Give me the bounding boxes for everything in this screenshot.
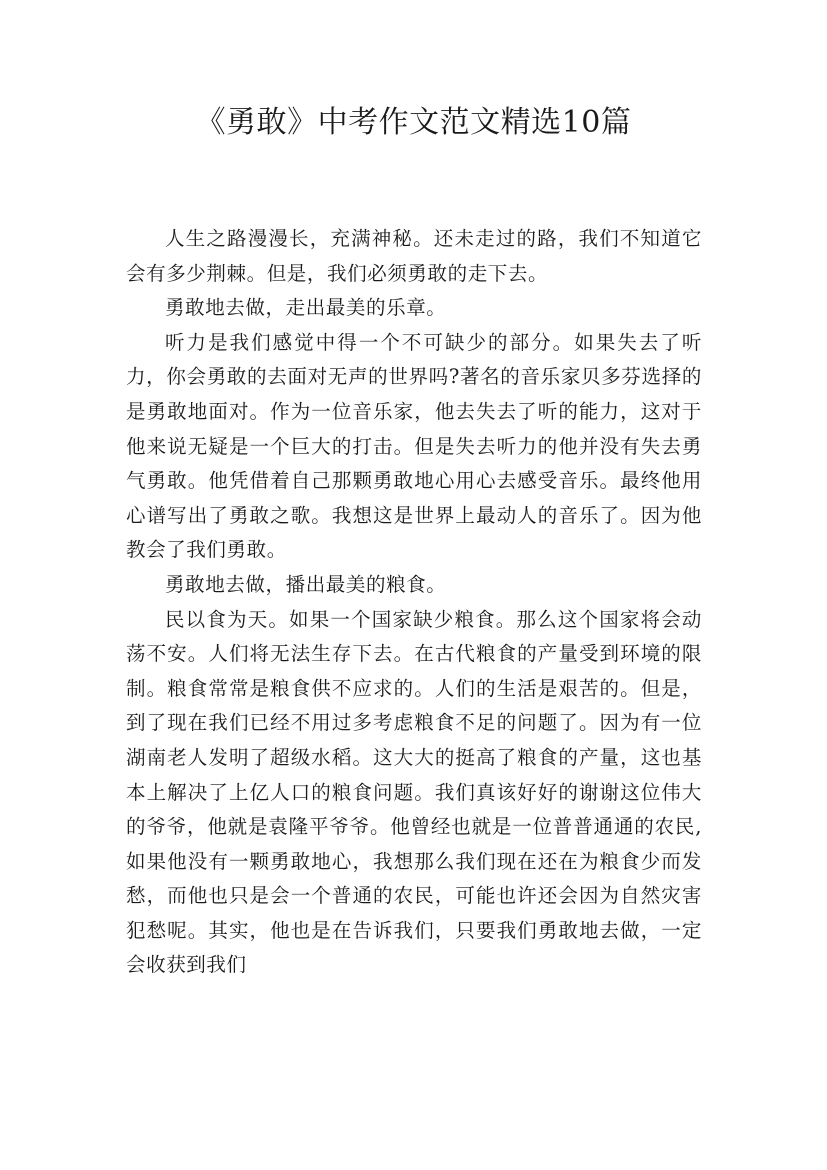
- document-body: [126, 222, 702, 983]
- paragraph-5: 民以食为天。如果一个国家缺少粮食。那么这个国家将会动荡不安。人们将无法生存下去。在古代粮食的产量受到环境的限制。粮食常常是粮食供不应求的。人们的生活是艰苦的。但是，到了现在我们已经不用过多考虑粮食不足的问题了。因为有一位湖南老人发明了超级水稻。这大大的挺高了粮食的产量，这也基本上解决了上亿人口的粮食问题。我们真该好好的谢谢这位伟大的爷爷，他就是袁隆平爷爷。他曾经也就是一位普普通通的农民,如果他没有一颗勇敢地心，我想那么我们现在还在为粮食少而发愁，而他也只是会一个普通的农民，可能也许还会因为自然灾害犯愁呢。其实，他也是在告诉我们，只要我们勇敢地去做，一定会收获到我们: [126, 607, 702, 977]
- document-title: 《勇敢》中考作文范文精选10篇: [195, 105, 632, 140]
- paragraph-1: 人生之路漫漫长，充满神秘。还未走过的路，我们不知道它会有多少荆棘。但是，我们必须勇敢的走下去。: [126, 227, 702, 285]
- paragraph-3: 听力是我们感觉中得一个不可缺少的部分。如果失去了听力，你会勇敢的去面对无声的世界吗?著名的音乐家贝多芬选择的是勇敢地面对。作为一位音乐家，他去失去了听的能力，这对于他来说无疑是一个巨大的打击。但是失去听力的他并没有失去勇气勇敢。他凭借着自己那颗勇敢地心用心去感受音乐。最终他用心谱写出了勇敢之歌。我想这是世界上最动人的音乐了。因为他教会了我们勇敢。: [126, 330, 702, 562]
- paragraph-2: 勇敢地去做，走出最美的乐章。: [165, 296, 447, 320]
- paragraph-4: 勇敢地去做，播出最美的粮食。: [165, 572, 447, 596]
